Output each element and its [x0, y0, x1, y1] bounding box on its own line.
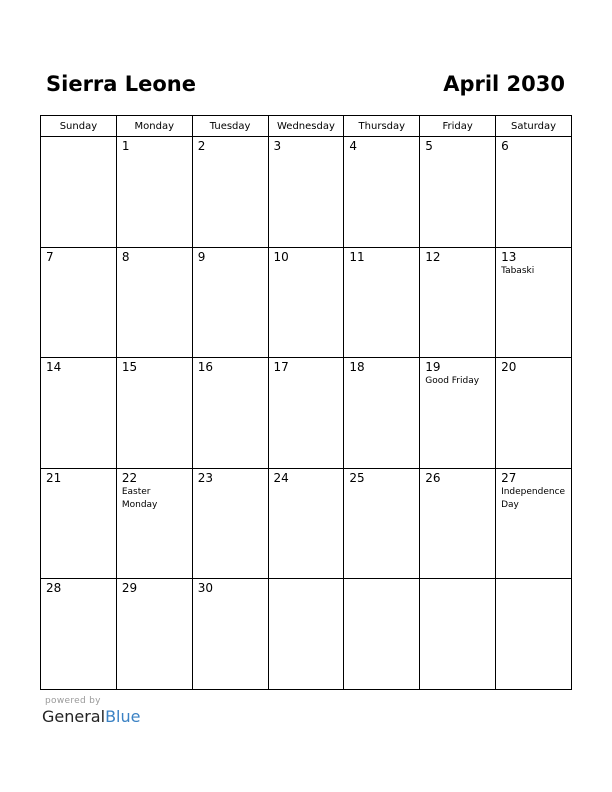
day-number: 25 — [349, 470, 365, 485]
holiday-label: Tabaski — [501, 265, 535, 276]
holiday-label: Easter — [121, 486, 151, 497]
weekday-tuesday: Tuesday — [192, 116, 268, 137]
day-number: 21 — [46, 470, 62, 485]
day-cell-19 — [420, 358, 496, 469]
day-number: 3 — [273, 139, 282, 153]
week-row — [41, 358, 572, 469]
generalblue-logo — [42, 707, 140, 727]
day-cell-23 — [192, 468, 268, 579]
generalblue-branding — [42, 696, 140, 727]
week-row — [41, 579, 572, 690]
day-number: 17 — [273, 360, 289, 374]
country-title: Sierra Leone — [46, 72, 197, 96]
day-number: 16 — [197, 360, 213, 374]
day-cell-8 — [116, 247, 192, 358]
holiday-label: Monday — [121, 499, 158, 510]
day-number: 23 — [197, 470, 213, 485]
day-cell-25 — [344, 468, 420, 579]
day-cell-3 — [268, 137, 344, 248]
day-number: 28 — [46, 581, 62, 595]
day-cell-2 — [192, 137, 268, 248]
day-number: 4 — [349, 139, 358, 153]
day-number: 9 — [197, 249, 206, 264]
day-number: 5 — [425, 139, 433, 153]
day-cell-26 — [420, 468, 496, 579]
weekday-wednesday: Wednesday — [268, 116, 344, 137]
day-number: 11 — [349, 249, 365, 264]
empty-day-cell — [496, 579, 572, 690]
day-number: 2 — [197, 139, 206, 153]
day-cell-27 — [496, 468, 572, 579]
day-number: 13 — [501, 249, 517, 264]
day-cell-1 — [116, 137, 192, 248]
day-number: 30 — [197, 581, 213, 595]
day-cell-7 — [41, 247, 117, 358]
calendar-grid — [40, 115, 572, 690]
month-year-title: April 2030 — [443, 72, 565, 96]
weekday-sunday: Sunday — [41, 116, 117, 137]
day-cell-24 — [268, 468, 344, 579]
day-cell-10 — [268, 247, 344, 358]
day-number: 18 — [349, 360, 365, 374]
day-cell-16 — [192, 358, 268, 469]
day-cell-21 — [41, 468, 117, 579]
day-cell-18 — [344, 358, 420, 469]
day-cell-11 — [344, 247, 420, 358]
weekday-saturday: Saturday — [496, 116, 572, 137]
day-number: 14 — [46, 360, 62, 374]
day-cell-5 — [420, 137, 496, 248]
day-number: 1 — [121, 139, 130, 153]
day-cell-9 — [192, 247, 268, 358]
day-cell-29 — [116, 579, 192, 690]
day-cell-14 — [41, 358, 117, 469]
weekday-header-row — [41, 116, 572, 137]
week-row — [41, 137, 572, 248]
holiday-label: Independence — [501, 486, 566, 497]
empty-day-cell — [268, 579, 344, 690]
day-number: 10 — [273, 249, 289, 264]
empty-day-cell — [344, 579, 420, 690]
day-cell-30 — [192, 579, 268, 690]
logo-blue-text: Blue — [105, 707, 141, 726]
holiday-label: Day — [501, 499, 519, 510]
day-cell-15 — [116, 358, 192, 469]
weekday-thursday: Thursday — [344, 116, 420, 137]
day-number: 6 — [501, 139, 509, 153]
day-number: 29 — [121, 581, 138, 595]
day-cell-13 — [496, 247, 572, 358]
empty-day-cell — [41, 137, 117, 248]
day-cell-22 — [116, 468, 192, 579]
day-number: 24 — [273, 470, 289, 485]
day-cell-12 — [420, 247, 496, 358]
day-number: 12 — [425, 249, 441, 264]
day-cell-20 — [496, 358, 572, 469]
day-number: 22 — [121, 470, 138, 485]
powered-by-text: powered by — [45, 696, 101, 706]
day-number: 26 — [425, 470, 441, 485]
day-number: 20 — [501, 360, 517, 374]
day-number: 15 — [121, 360, 138, 374]
day-cell-6 — [496, 137, 572, 248]
weekday-monday: Monday — [116, 116, 192, 137]
day-number: 8 — [121, 249, 130, 264]
day-number: 19 — [425, 360, 441, 374]
holiday-label: Good Friday — [425, 376, 480, 386]
week-row — [41, 468, 572, 579]
day-number: 27 — [501, 470, 517, 485]
day-number: 7 — [46, 249, 54, 264]
empty-day-cell — [420, 579, 496, 690]
day-cell-28 — [41, 579, 117, 690]
week-row — [41, 247, 572, 358]
day-cell-17 — [268, 358, 344, 469]
logo-general-text: General — [42, 707, 106, 726]
weekday-friday: Friday — [420, 116, 496, 137]
day-cell-4 — [344, 137, 420, 248]
